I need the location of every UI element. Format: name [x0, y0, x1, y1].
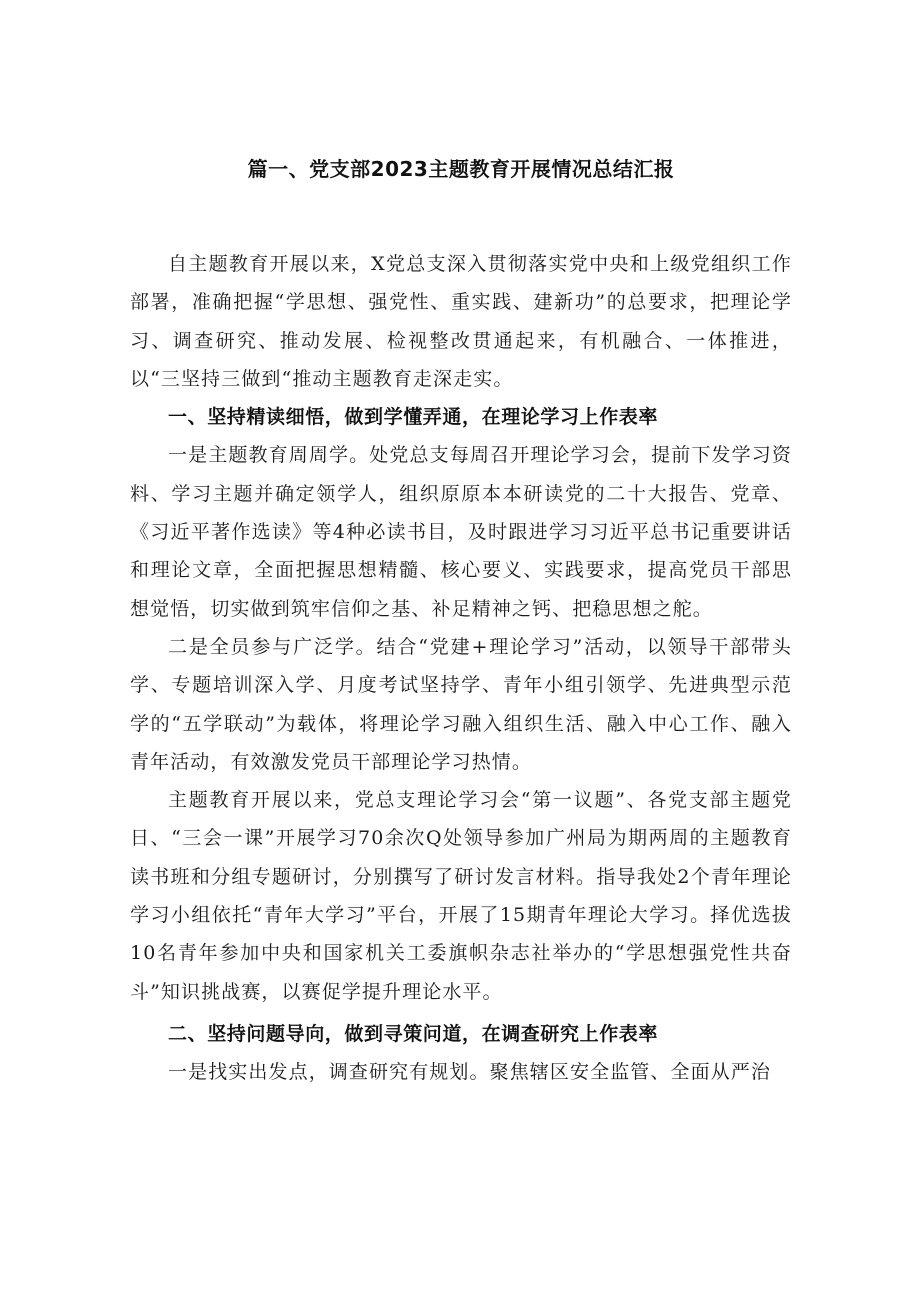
section-2-paragraph-1: 一是找实出发点，调查研究有规划。聚焦辖区安全监管、全面从严治 [168, 1061, 772, 1084]
section-1-paragraph-1: 一是主题教育周周学。处党总支每周召开理论学习会，提前下发学习资料、学习主题并确定领学人，组织原原本本研读党的二十大报告、党章、《习近平著作选读》等4种必读书目，及时跟进学习习近平总书记重要讲话和理论文章，全面把握思想精髓、核心要义、实践要求，提高党员干部思想觉悟，切实做到筑牢信仰之基、补足精神之钙、把稳思想之舵。 [130, 444, 792, 620]
section-heading-2: 二、坚持问题导向，做到寻策问道，在调查研究上作表率 [168, 1022, 659, 1045]
document-title: 篇一、党支部2023主题教育开展情况总结汇报 [247, 157, 675, 181]
section-1-paragraph-3: 主题教育开展以来，党总支理论学习会“第一议题”、各党支部主题党日、“三会一课”开展学习70余次Q处领导参加广州局为期两周的主题教育读书班和分组专题研讨，分别撰写了研讨发言材料。指导我处2个青年理论学习小组依托“青年大学习”平台，开展了15期青年理论大学习。择优选拔10名青年参加中央和国家机关工委旗帜杂志社举办的“学思想强党性共奋斗”知识挑战赛，以赛促学提升理论水平。 [130, 789, 792, 1003]
section-1-paragraph-2: 二是全员参与广泛学。结合“党建+理论学习”活动，以领导干部带头学、专题培训深入学、月度考试坚持学、青年小组引领学、先进典型示范学的“五学联动”为载体，将理论学习融入组织生活、融入中心工作、融入青年活动，有效激发党员干部理论学习热情。 [130, 635, 792, 773]
section-heading-1: 一、坚持精读细悟，做到学懂弄通，在理论学习上作表率 [168, 406, 659, 429]
intro-paragraph: 自主题教育开展以来，X党总支深入贯彻落实党中央和上级党组织工作部署，准确把握“学思想、强党性、重实践、建新功”的总要求，把理论学习、调查研究、推动发展、检视整改贯通起来，有机融合、一体推进，以“三坚持三做到“推动主题教育走深走实。 [130, 253, 792, 390]
document-body [130, 245, 792, 1092]
